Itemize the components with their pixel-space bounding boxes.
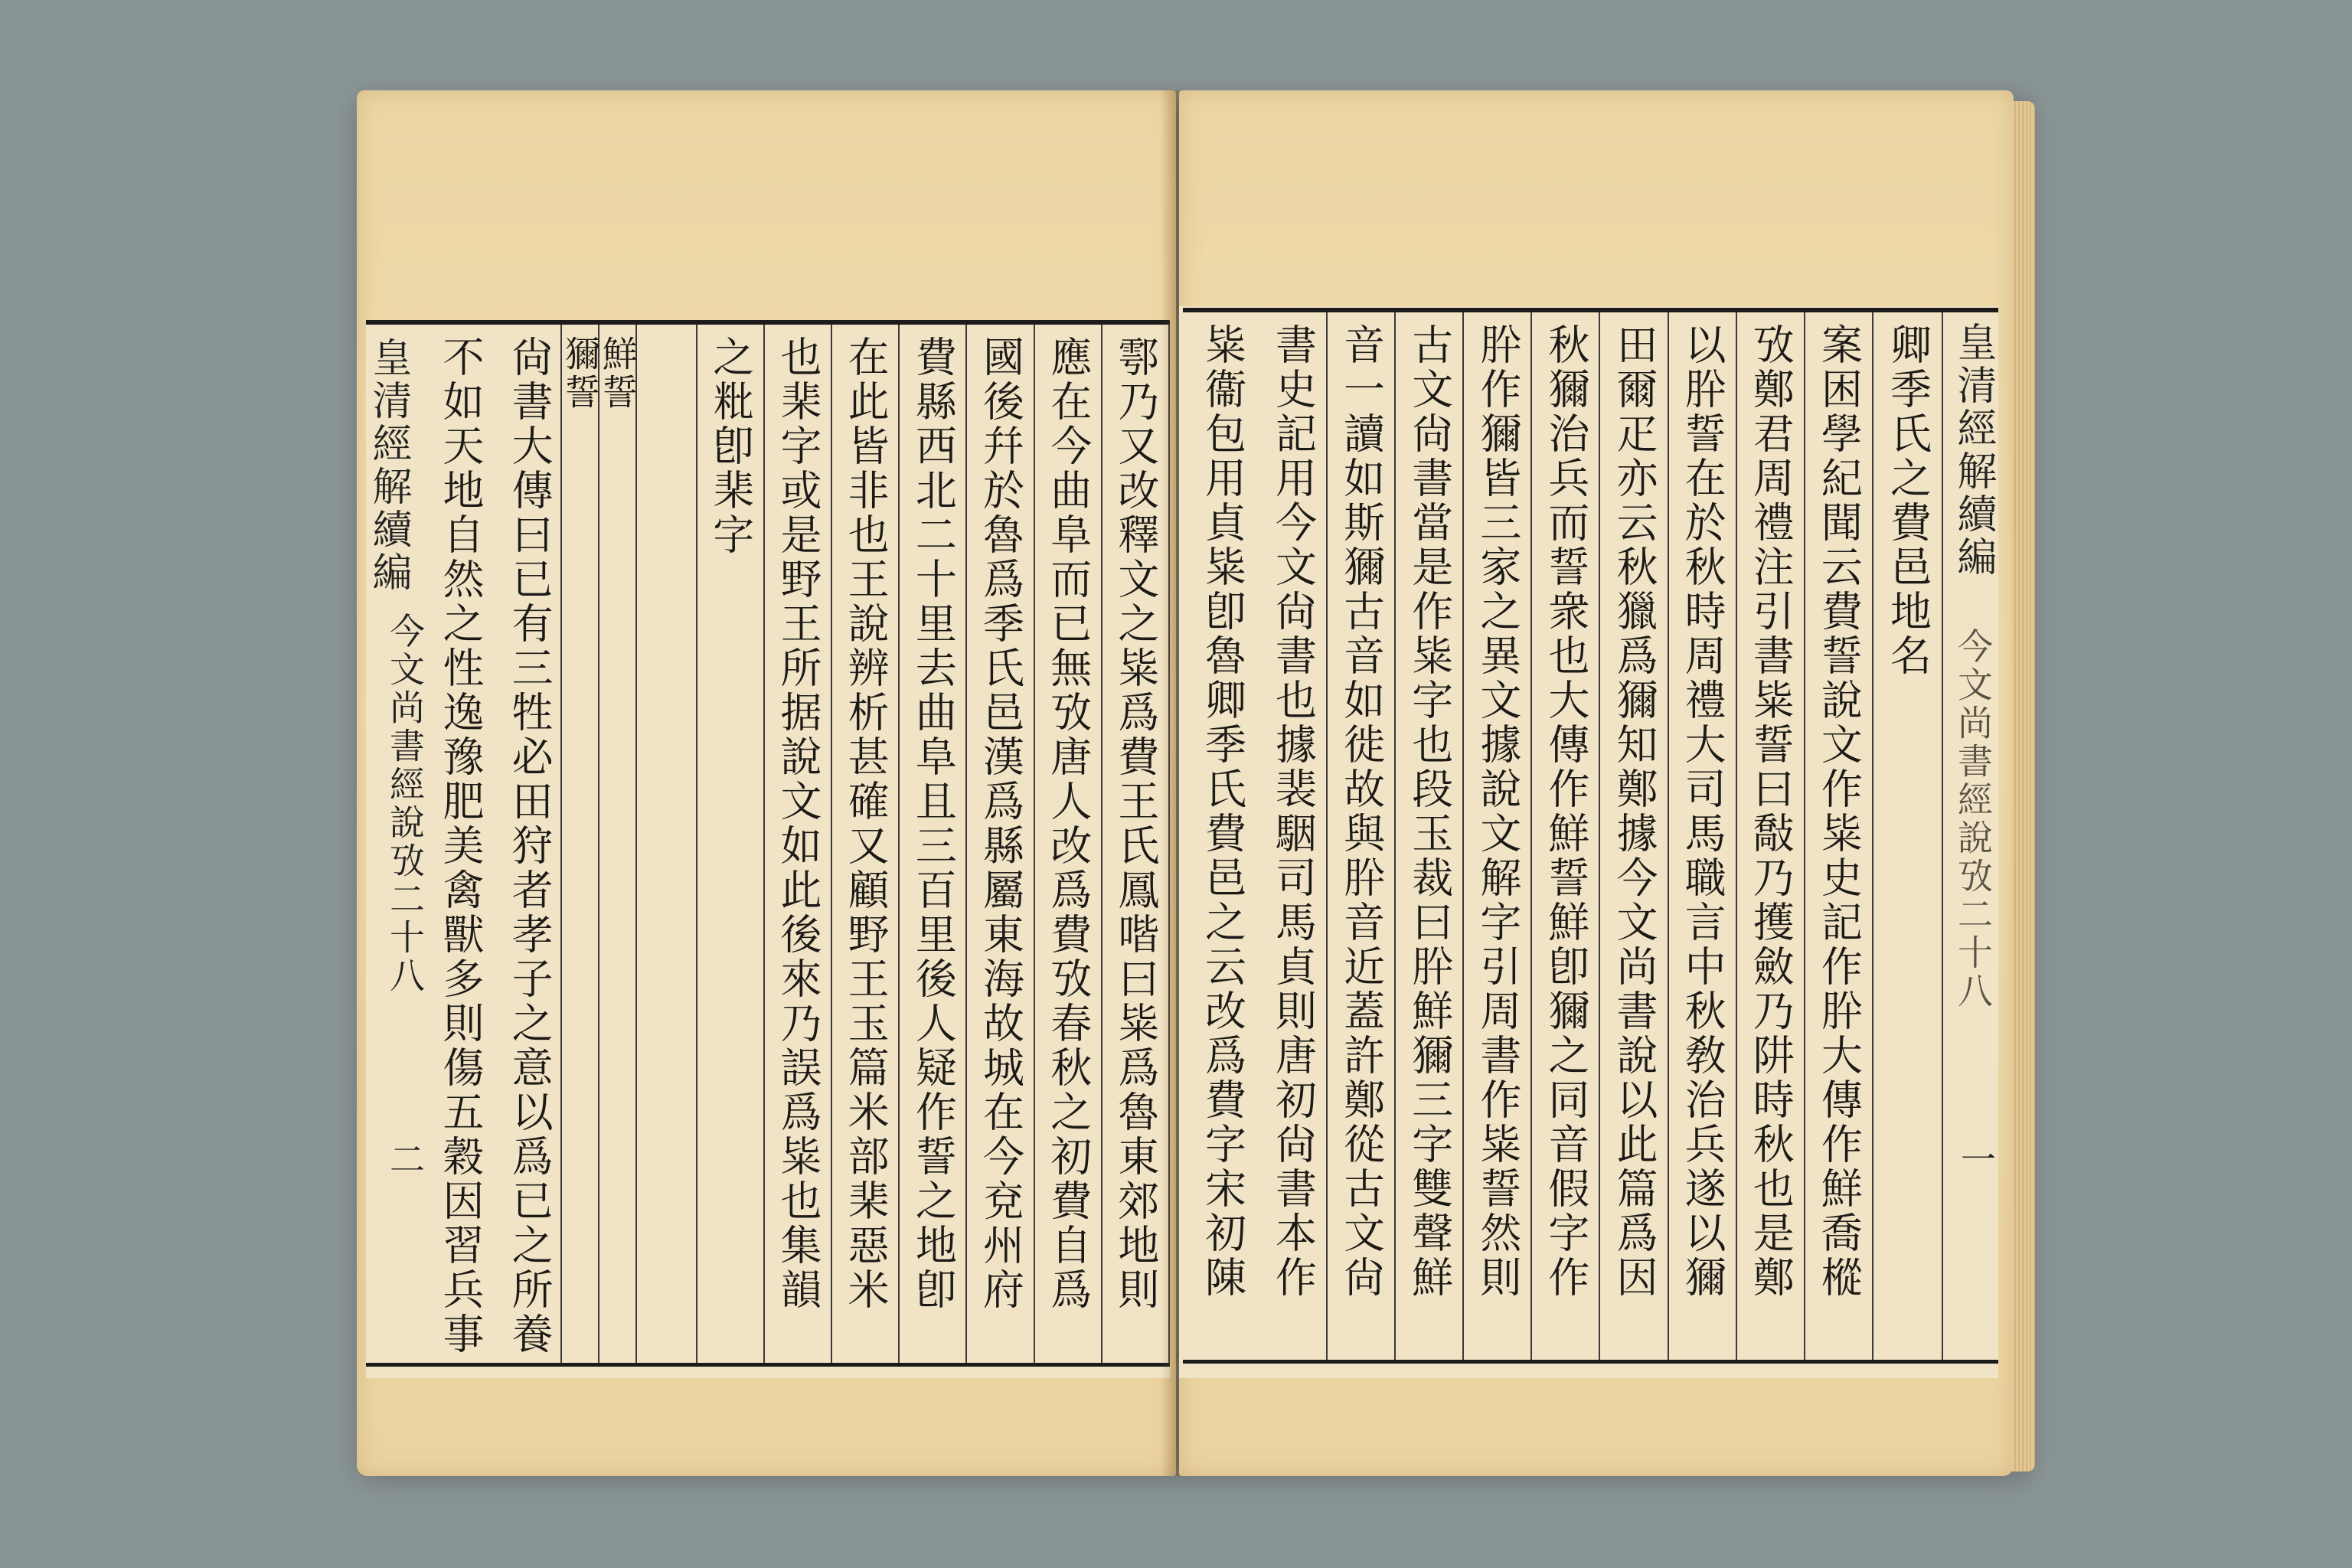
left-bottom-rule [366, 1363, 1170, 1367]
text-column: 以肸誓在於秋時周禮大司馬職言中秋敎治兵遂以獮 [1669, 312, 1737, 1360]
text-column: 秋獮治兵而誓衆也大傳作鮮誓鮮卽獮之同音假字作 [1532, 312, 1600, 1360]
text-column: 在此皆非也王說辨析甚確又顧野王玉篇米部棐惡米 [832, 325, 900, 1363]
text-column: 肸作獮皆三家之異文據說文解字引周書作粊誓然則 [1464, 312, 1532, 1360]
right-folio: 一 [1955, 1141, 1997, 1179]
left-margin-subtitle: 今文尚書經說攷二十八 [384, 612, 426, 995]
text-column: 國後幷於魯爲季氏邑漢爲縣屬東海故城在今兗州府 [967, 325, 1034, 1363]
text-column: 也棐字或是野王所据說文如此後來乃誤爲粊也集韻 [765, 325, 832, 1363]
text-column: 書史記用今文尙書也據裴駰司馬貞則唐初尙書本作 [1259, 312, 1328, 1360]
text-column: 卿季氏之費邑地名 [1873, 312, 1943, 1360]
text-column: 之粃卽棐字 [697, 325, 765, 1363]
text-column: 尙書大傳曰已有三牲必田狩者孝子之意以爲已之所養 [498, 325, 562, 1363]
text-column: 音一讀如斯獮古音如徙故與肸音近蓋許鄭從古文尙 [1328, 312, 1396, 1360]
left-folio: 二 [384, 1141, 426, 1179]
text-column [637, 325, 697, 1363]
left-text-columns [423, 325, 1170, 1363]
text-column: 古文尙書當是作粊字也段玉裁曰肸鮮獮三字雙聲鮮 [1396, 312, 1464, 1360]
text-column: 鄠乃又改釋文之粊爲費王氏鳳喈曰粊爲魯東郊地則 [1102, 325, 1170, 1363]
page-edges [2012, 101, 2035, 1472]
left-margin-title: 皇清經解續編 [365, 337, 411, 594]
text-column: 應在今曲阜而已無攷唐人改爲費攷春秋之初費自爲 [1035, 325, 1102, 1363]
right-bottom-rule [1183, 1360, 1998, 1364]
text-column: 案困學紀聞云費誓說文作粊史記作肸大傳作鮮喬樅 [1805, 312, 1873, 1360]
text-column: 攷鄭君周禮注引書粊誓曰敽乃擭斂乃阱時秋也是鄭 [1737, 312, 1805, 1360]
heading-column: 鮮誓 [599, 325, 637, 1363]
right-margin-subtitle: 今文尚書經說攷二十八 [1952, 628, 1994, 1011]
text-column: 不如天地自然之性逸豫肥美禽獸多則傷五穀因習兵事 [436, 335, 485, 1357]
right-margin-title: 皇清經解續編 [1950, 322, 1996, 579]
text-column: 田爾疋亦云秋獵爲獮知鄭據今文尚書說以此篇爲因 [1600, 312, 1668, 1360]
text-column: 粊衞包用貞粊卽魯卿季氏費邑之云改爲費字宋初陳 [1198, 323, 1247, 1300]
heading-column: 獮誓 [562, 325, 599, 1363]
text-column: 費縣西北二十里去曲阜且三百里後人疑作誓之地卽 [900, 325, 967, 1363]
right-text-columns [1185, 312, 1943, 1360]
